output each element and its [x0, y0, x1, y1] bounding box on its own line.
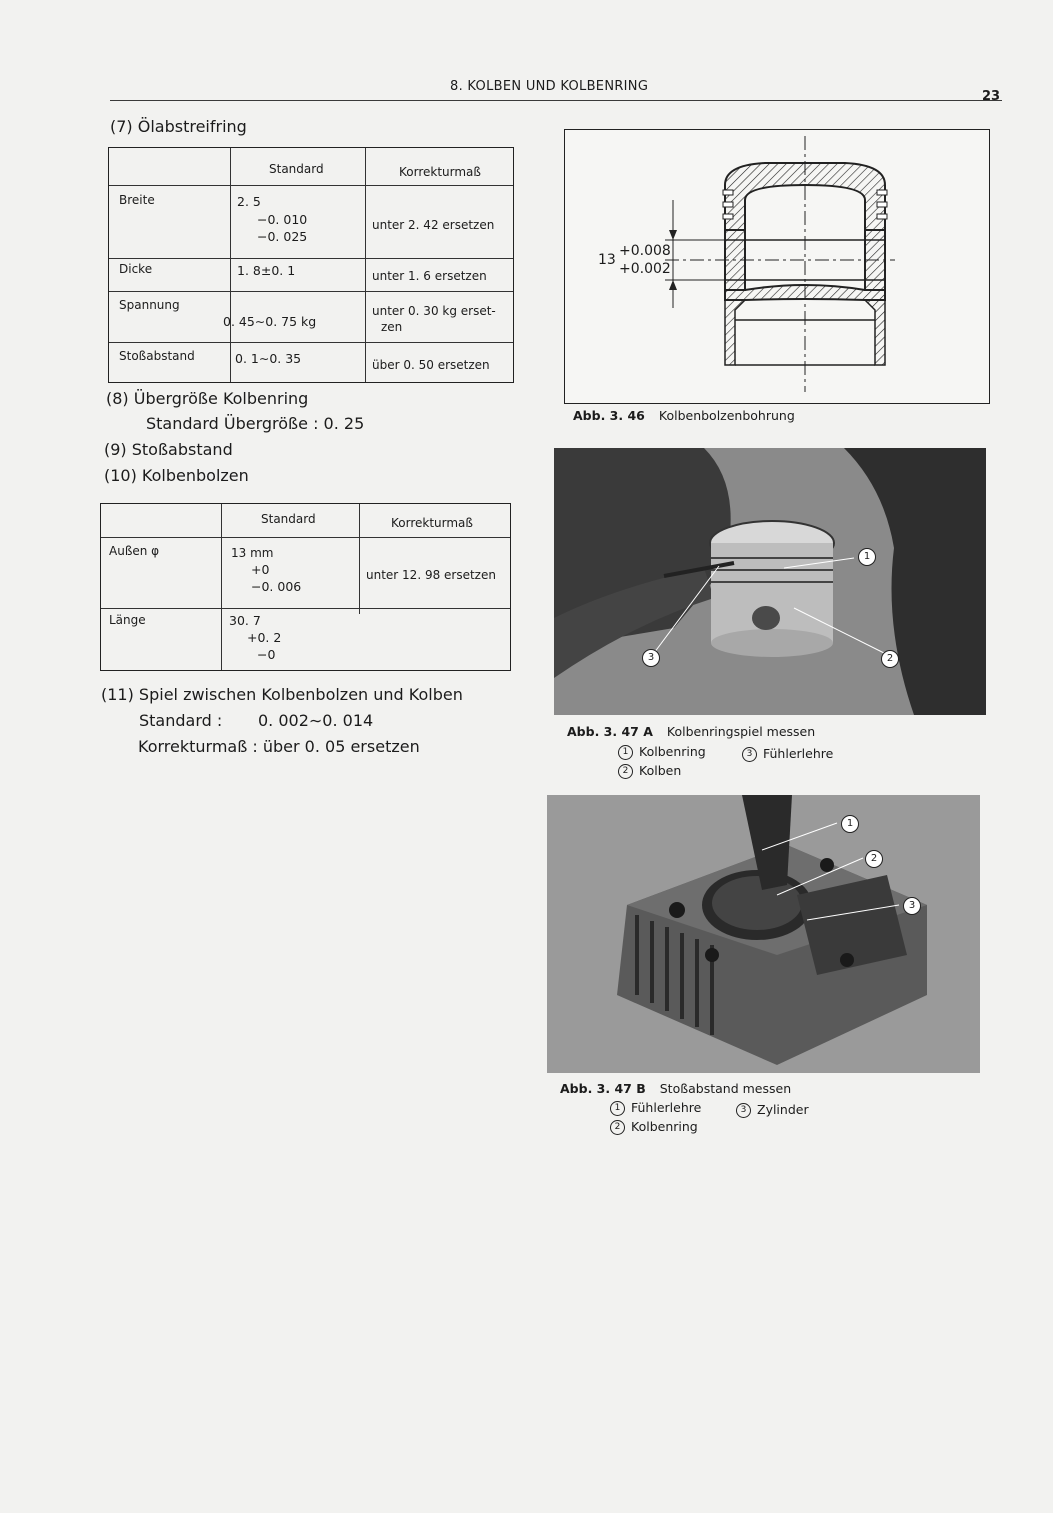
page-number: 23	[982, 89, 1001, 104]
table-divider	[101, 537, 510, 538]
cell-korrektur: unter 12. 98 ersetzen	[366, 568, 496, 582]
caption-number: Abb. 3. 47 A	[567, 724, 653, 739]
section-11-heading: (11) Spiel zwischen Kolbenbolzen und Kolben	[101, 685, 463, 704]
chapter-title: 8. KOLBEN UND KOLBENRING	[450, 79, 649, 94]
table-divider	[221, 504, 222, 670]
section-11-standard-label: Standard :	[139, 711, 223, 730]
legend-item	[618, 763, 681, 779]
col-header-korrekturmass: Korrekturmaß	[391, 516, 473, 530]
callout-2: 2	[881, 650, 899, 668]
legend-number: 2	[618, 764, 633, 779]
cell-korrektur: über 0. 50 ersetzen	[372, 358, 490, 372]
legend-item	[610, 1119, 698, 1135]
col-header-standard: Standard	[261, 512, 316, 526]
fig-3-47b-caption	[560, 1081, 791, 1096]
table-divider	[109, 291, 513, 292]
row-label: Stoßabstand	[119, 349, 195, 363]
oil-ring-table	[108, 147, 514, 383]
legend-number: 3	[742, 747, 757, 762]
legend-label: Kolben	[639, 763, 682, 778]
table-divider	[365, 148, 366, 382]
section-8-oversize: Standard Übergröße : 0. 25	[146, 414, 365, 433]
fig-3-46-caption	[573, 408, 795, 423]
cell-standard: 2. 5	[237, 194, 261, 209]
caption-number: Abb. 3. 47 B	[560, 1081, 646, 1096]
legend-number: 3	[736, 1103, 751, 1118]
fig-3-47a-photo	[554, 448, 986, 715]
col-header-korrekturmass: Korrekturmaß	[399, 165, 481, 179]
cell-standard: 1. 8±0. 1	[237, 263, 296, 278]
cell-korrektur: unter 0. 30 kg erset-	[372, 304, 496, 318]
cell-standard: +0. 2	[247, 630, 282, 645]
table-divider	[101, 608, 510, 609]
legend-item	[742, 746, 833, 762]
legend-number: 2	[610, 1120, 625, 1135]
cell-standard: −0. 010	[257, 212, 308, 227]
piston-ring-gap-photo	[554, 448, 986, 715]
cell-korrektur: zen	[381, 320, 403, 334]
caption-text: Stoßabstand messen	[659, 1081, 792, 1096]
piston-pin-table	[100, 503, 511, 671]
legend-label: Kolbenring	[631, 1119, 698, 1134]
legend-item	[610, 1100, 701, 1116]
table-divider	[230, 148, 231, 382]
cell-standard: −0. 006	[251, 579, 302, 594]
cell-standard: +0	[251, 562, 270, 577]
header-rule	[110, 100, 1002, 101]
col-header-standard: Standard	[269, 162, 324, 176]
fig-3-47a-caption	[567, 724, 815, 739]
row-label: Breite	[119, 193, 155, 207]
row-label: Außen φ	[109, 544, 160, 558]
callout-3: 3	[642, 649, 660, 667]
section-9-heading: (9) Stoßabstand	[104, 440, 233, 459]
dim-tolerance-upper: +0.008	[619, 243, 671, 259]
fig-3-46-drawing	[564, 129, 990, 404]
table-divider	[109, 185, 513, 186]
callout-2: 2	[865, 850, 883, 868]
row-label: Dicke	[119, 262, 153, 276]
table-divider	[359, 504, 360, 614]
legend-item	[618, 744, 706, 760]
cell-standard: −0. 025	[257, 229, 308, 244]
legend-number: 1	[618, 745, 633, 760]
cell-korrektur: unter 2. 42 ersetzen	[372, 218, 495, 232]
legend-number: 1	[610, 1101, 625, 1116]
callout-1: 1	[858, 548, 876, 566]
legend-label: Zylinder	[757, 1102, 809, 1117]
dim-tolerance-lower: +0.002	[619, 261, 671, 277]
section-10-heading: (10) Kolbenbolzen	[104, 466, 249, 485]
callout-3: 3	[903, 897, 921, 915]
legend-label: Fühlerlehre	[763, 746, 834, 761]
section-11-korrekturmass: Korrekturmaß : über 0. 05 ersetzen	[138, 737, 420, 756]
fig-3-47b-photo	[547, 795, 980, 1073]
callout-1: 1	[841, 815, 859, 833]
legend-item	[736, 1102, 809, 1118]
section-8-heading: (8) Übergröße Kolbenring	[106, 389, 309, 408]
section-7-heading: (7) Ölabstreifring	[110, 117, 247, 136]
cell-standard: 30. 7	[229, 613, 261, 628]
dim-base: 13	[598, 252, 616, 268]
cell-standard: 0. 1∼0. 35	[235, 351, 302, 366]
section-11-standard-value: 0. 002∼0. 014	[258, 711, 374, 730]
cell-korrektur: unter 1. 6 ersetzen	[372, 269, 487, 283]
caption-text: Kolbenringspiel messen	[666, 724, 816, 739]
cell-standard: 0. 45∼0. 75 kg	[223, 314, 317, 329]
caption-number: Abb. 3. 46	[573, 408, 645, 423]
legend-label: Kolbenring	[639, 744, 706, 759]
cell-standard: −0	[257, 647, 276, 662]
caption-text: Kolbenbolzenbohrung	[658, 408, 795, 423]
table-divider	[109, 342, 513, 343]
table-divider	[109, 258, 513, 259]
row-label: Spannung	[119, 298, 180, 312]
cylinder-ring-gap-photo	[547, 795, 980, 1073]
row-label: Länge	[109, 613, 146, 627]
cell-standard: 13 mm	[231, 546, 274, 560]
legend-label: Fühlerlehre	[631, 1100, 702, 1115]
